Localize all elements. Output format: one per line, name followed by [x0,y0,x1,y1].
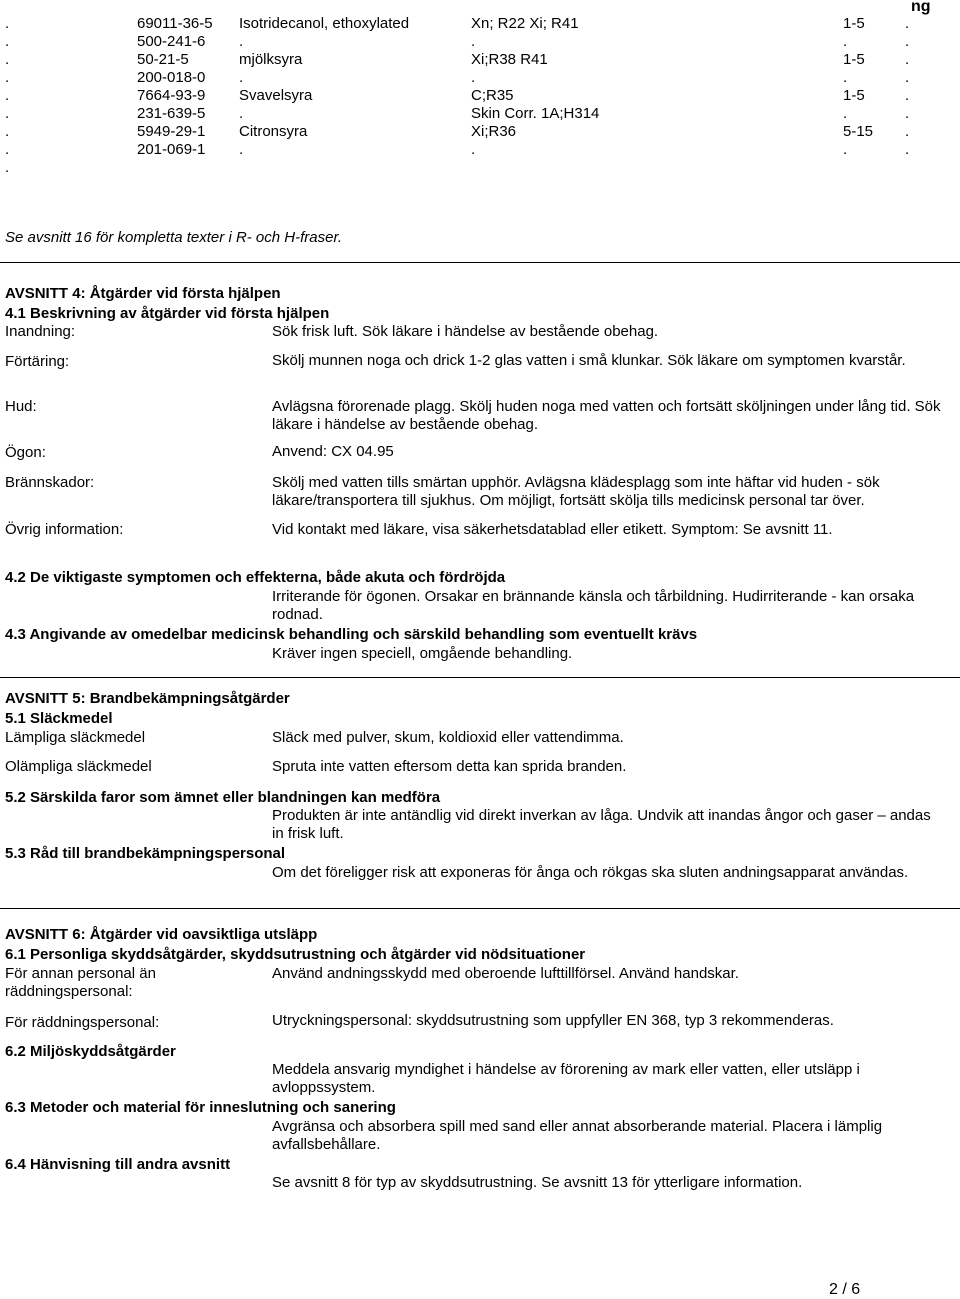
table-cell-class: . [471,33,476,50]
label-emergency: För räddningspersonal: [5,1014,160,1031]
table-cell-name: Isotridecanol, ethoxylated [239,15,410,32]
table-cell-end: . [905,51,910,68]
text-burns: Skölj med vatten tills smärtan upphör. Avlägsna klädesplagg som inte häftar vid huden - sök läkare/transportera till sjukhus. Om möjligt, fortsätt skölja tills medicinsk personal tar över. [272,474,880,509]
label-ingestion: Förtäring: [5,353,70,370]
table-cell-end: . [905,87,910,104]
table-cell-conc: 1-5 [843,87,865,104]
table-cell-cas: 201-069-1 [137,141,206,158]
table-cell-conc: 1-5 [843,15,865,32]
text-suitable-media: Släck med pulver, skum, koldioxid eller vattendimma. [272,729,624,746]
table-cell-class: . [471,141,476,158]
table-cell-mark: . [5,123,10,140]
table-cell-conc: . [843,141,848,158]
table-cell-cas: 200-018-0 [137,69,206,86]
text-non-emergency: Använd andningsskydd med oberoende lufttillförsel. Använd handskar. [272,965,739,982]
section-6-title: AVSNITT 6: Åtgärder vid oavsiktliga utsläpp [5,926,318,943]
section-5-3-heading: 5.3 Råd till brandbekämpningspersonal [5,845,286,862]
text-other-info: Vid kontakt med läkare, visa säkerhetsdatablad eller etikett. Symptom: Se avsnitt 11. [272,521,833,538]
table-cell-conc: 5-15 [843,123,874,140]
label-inhalation: Inandning: [5,323,76,340]
table-cell-name: . [239,33,244,50]
page-number: 2 / 6 [829,1281,861,1298]
label-non-emergency: För annan personal än räddningspersonal: [5,965,156,1000]
table-cell-end: . [905,123,910,140]
r-phrases-note: Se avsnitt 16 för kompletta texter i R- och H-fraser. [5,229,343,246]
table-cell-mark: . [5,141,10,158]
label-eyes: Ögon: [5,444,46,461]
section-4-2-heading: 4.2 De viktigaste symptomen och effekterna, både akuta och fördröjda [5,569,506,586]
section-6-3-text: Avgränsa och absorbera spill med sand eller annat absorberande material. Placera i lämplig avfallsbehållare. [272,1118,883,1153]
table-cell-end: . [905,105,910,122]
section-4-2-text: Irriterande för ögonen. Orsakar en brännande känsla och tårbildning. Hudirriterande - kan orsaka rodnad. [272,588,915,623]
table-cell-class: . [471,69,476,86]
text-skin: Avlägsna förorenade plagg. Skölj huden noga med vatten och fortsätt sköljningen under lång tid. Sök läkare i händelse av bestående obehag. [272,398,941,433]
label-skin: Hud: [5,398,37,415]
table-cell-class: Xi;R36 [471,123,517,140]
section-6-1-heading: 6.1 Personliga skyddsåtgärder, skyddsutrustning och åtgärder vid nödsituationer [5,946,586,963]
section-6-2-heading: 6.2 Miljöskyddsåtgärder [5,1043,176,1060]
table-header-fragment: ng [911,0,931,15]
table-cell-mark: . [5,69,10,86]
section-4-1-heading: 4.1 Beskrivning av åtgärder vid första hjälpen [5,305,330,322]
table-cell-conc: . [843,105,848,122]
section-4-3-text: Kräver ingen speciell, omgående behandling. [272,645,573,662]
table-cell-class: Xn; R22 Xi; R41 [471,15,579,32]
table-cell-name: mjölksyra [239,51,303,68]
table-cell-conc: 1-5 [843,51,865,68]
section-6-2-text: Meddela ansvarig myndighet i händelse av förorening av mark eller vatten, eller utsläpp i avloppssystem. [272,1061,860,1096]
text-eyes: Anvend: CX 04.95 [272,443,394,460]
table-cell-cas: 69011-36-5 [137,15,213,32]
label-other-info: Övrig information: [5,521,124,538]
table-cell-class: Xi;R38 R41 [471,51,548,68]
table-cell-mark: . [5,87,10,104]
table-cell-cas: 5949-29-1 [137,123,206,140]
table-cell-cas: 231-639-5 [137,105,206,122]
section-5-2-heading: 5.2 Särskilda faror som ämnet eller blandningen kan medföra [5,789,441,806]
table-cell-conc: . [843,33,848,50]
section-5-2-text: Produkten är inte antändlig vid direkt inverkan av låga. Undvik att inandas ångor och gaser – andas in frisk luft. [272,807,931,842]
table-cell-mark: . [5,159,10,176]
table-cell-mark: . [5,33,10,50]
table-cell-end: . [905,69,910,86]
label-suitable-media: Lämpliga släckmedel [5,729,146,746]
divider [0,262,960,263]
label-unsuitable-media: Olämpliga släckmedel [5,758,152,775]
table-cell-end: . [905,15,910,32]
text-unsuitable-media: Spruta inte vatten eftersom detta kan sprida branden. [272,758,627,775]
label-burns: Brännskador: [5,474,95,491]
table-cell-mark: . [5,105,10,122]
section-4-3-heading: 4.3 Angivande av omedelbar medicinsk behandling och särskild behandling som eventuellt krävs [5,626,698,643]
table-cell-name: . [239,141,244,158]
table-cell-cas: 7664-93-9 [137,87,206,104]
text-emergency: Utryckningspersonal: skyddsutrustning som uppfyller EN 368, typ 3 rekommenderas. [272,1012,834,1029]
section-6-4-heading: 6.4 Hänvisning till andra avsnitt [5,1156,231,1173]
text-ingestion: Skölj munnen noga och drick 1-2 glas vatten i små klunkar. Sök läkare om symptomen kvarstår. [272,352,906,369]
table-cell-name: Citronsyra [239,123,308,140]
divider [0,677,960,678]
table-cell-cas: 50-21-5 [137,51,189,68]
table-cell-conc: . [843,69,848,86]
table-cell-end: . [905,141,910,158]
table-cell-name: . [239,105,244,122]
table-cell-name: Svavelsyra [239,87,313,104]
table-cell-name: . [239,69,244,86]
table-cell-mark: . [5,15,10,32]
table-cell-class: C;R35 [471,87,514,104]
table-cell-cas: 500-241-6 [137,33,206,50]
section-5-1-heading: 5.1 Släckmedel [5,710,113,727]
section-5-title: AVSNITT 5: Brandbekämpningsåtgärder [5,690,290,707]
section-4-title: AVSNITT 4: Åtgärder vid första hjälpen [5,285,281,302]
section-6-4-text: Se avsnitt 8 för typ av skyddsutrustning. Se avsnitt 13 för ytterligare information. [272,1174,803,1191]
divider [0,908,960,909]
table-cell-class: Skin Corr. 1A;H314 [471,105,600,122]
section-6-3-heading: 6.3 Metoder och material för inneslutning och sanering [5,1099,396,1116]
section-5-3-text: Om det föreligger risk att exponeras för ånga och rökgas ska sluten andningsapparat användas. [272,864,909,881]
text-inhalation: Sök frisk luft. Sök läkare i händelse av bestående obehag. [272,323,659,340]
table-cell-mark: . [5,51,10,68]
table-cell-end: . [905,33,910,50]
